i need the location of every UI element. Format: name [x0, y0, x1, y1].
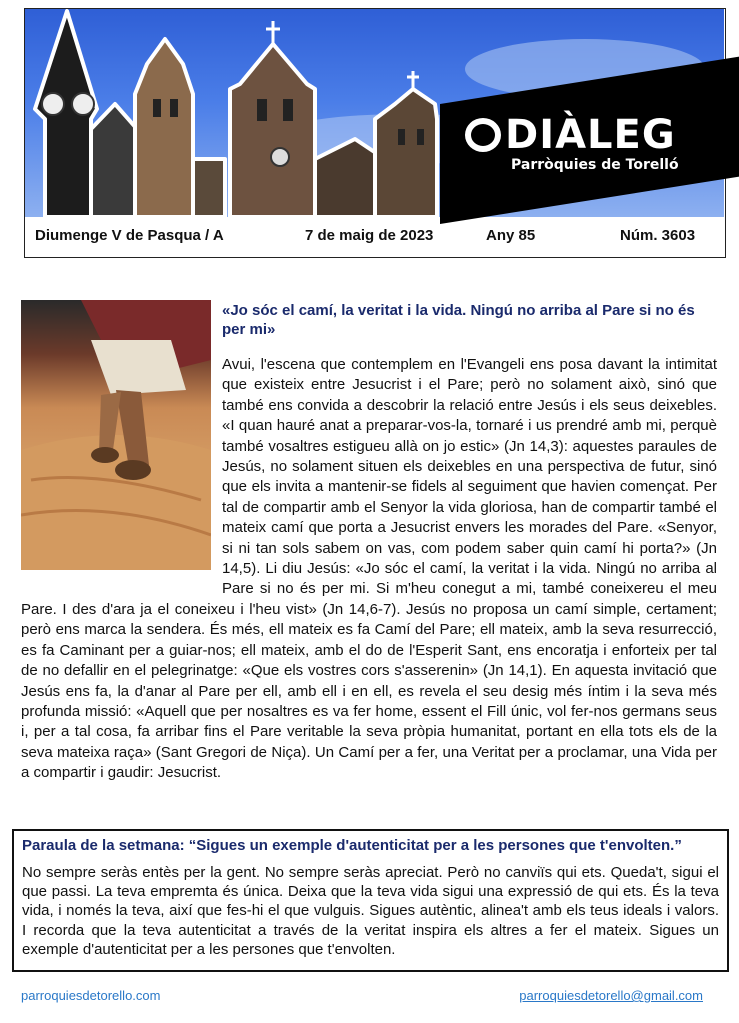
- issue-date: 7 de maig de 2023: [305, 227, 434, 244]
- liturgical-day: Diumenge V de Pasqua / A: [35, 227, 224, 244]
- article-title: «Jo sóc el camí, la veritat i la vida. Ningú no arriba al Pare si no és per mi»: [222, 302, 695, 338]
- article-body: Avui, l'escena que contemplem en l'Evangeli ens posa davant la intimitat que existeix entre Jesucrist i el Pare; però no solament això, sinó que també ens convida a descobrir la relació entre Jesús i els seus deixebles. «I quan hauré anat a preparar-vos-la, tornaré i us prendré amb mi, perquè també vosaltres estigueu allà on jo estic» (Jn 14,3): aquestes paraules de Jesús, no solament situen els deixebles en una perspectiva de futur, sinó que els invita a mantenir-se fidels al seguiment que havien començat. Per tal de compartir amb el Senyor la vida gloriosa, han de compartir també el mateix camí que porta a Jesucrist envers les morades del Pare. «Senyor, si ni tan sols sabem on vas, com podem saber quin camí hi porta?» (Jn 14,5). Li diu Jesús: «Jo sóc el camí, la veritat i la vida. Ningú no arriba al Pare si no és per mi. Si m'heu conegut a mi, també coneixereu el meu Pare. I des d'ara ja el coneixeu i l'heu vist» (Jn 14,6-7). Jesús no proposa un camí simple, certament; però ens marca la sendera. És més, ell mateix es fa Camí del Pare; ell mateix, amb la seva resurrecció, es fa Caminant per a guiar-nos; ell mateix, amb el do de l'Esperit Sant, ens encoratja i enforteix per tal de no defallir en el pelegrinatge: «Que els vostres cors s'asserenin» (Jn 14,1). En aquesta invitació que Jesús ens fa, la d'anar al Pare per ell, amb ell i en ell, es revela el seu desig més íntim i la seva més profunda missió: «Aquell que per nosaltres es va fer home, essent el Fill únic, vol fer-nos germans seus i, per a tal cosa, fa arribar fins el Pare veritable la seva pròpia humanitat, portant en ella tots els de la seva mateixa raça» (Sant Gregori de Niça). Un Camí per a fer, una Veritat per a proclamar, una Vida per a compartir i gaudir: Jesucrist.: [21, 356, 717, 782]
- dialeg-logo: [465, 113, 679, 173]
- word-of-the-week-body: No sempre seràs entès per la gent. No sempre seràs apreciat. Però no canviïs qui ets. Queda't, sigui el que passi. La teva empremta és única. Deixa que la teva vida sigui una expressió de qui ets. És la teva vida, i només la teva, així que fes-hi el que vulguis. Sigues autèntic, alinea't amb els teus ideals i valors. I recorda que la teva autenticitat a través de la veritat inspira els altres a fer el mateix. Sigues un exemple d'autenticitat per a les persones que t'envolten.: [22, 864, 719, 958]
- word-of-the-week-title: Paraula de la setmana: “Sigues un exemple d'autenticitat per a les persones que t'envolten.”: [22, 837, 682, 854]
- issue-year: Any 85: [486, 227, 536, 244]
- image-float-spacer: [21, 355, 222, 585]
- logo-title: DIÀLEG: [505, 112, 676, 158]
- article-body-container: [21, 355, 717, 784]
- masthead: [24, 8, 726, 258]
- email-link[interactable]: parroquiesdetorello@gmail.com: [519, 988, 703, 1003]
- logo-subtitle: Parròquies de Torelló: [511, 157, 679, 173]
- word-of-the-week-box: [12, 829, 729, 972]
- issue-info-bar: [25, 223, 724, 253]
- issue-number: Núm. 3603: [620, 227, 696, 244]
- speech-bubble-icon: [465, 118, 501, 152]
- website-link[interactable]: parroquiesdetorello.com: [21, 988, 161, 1003]
